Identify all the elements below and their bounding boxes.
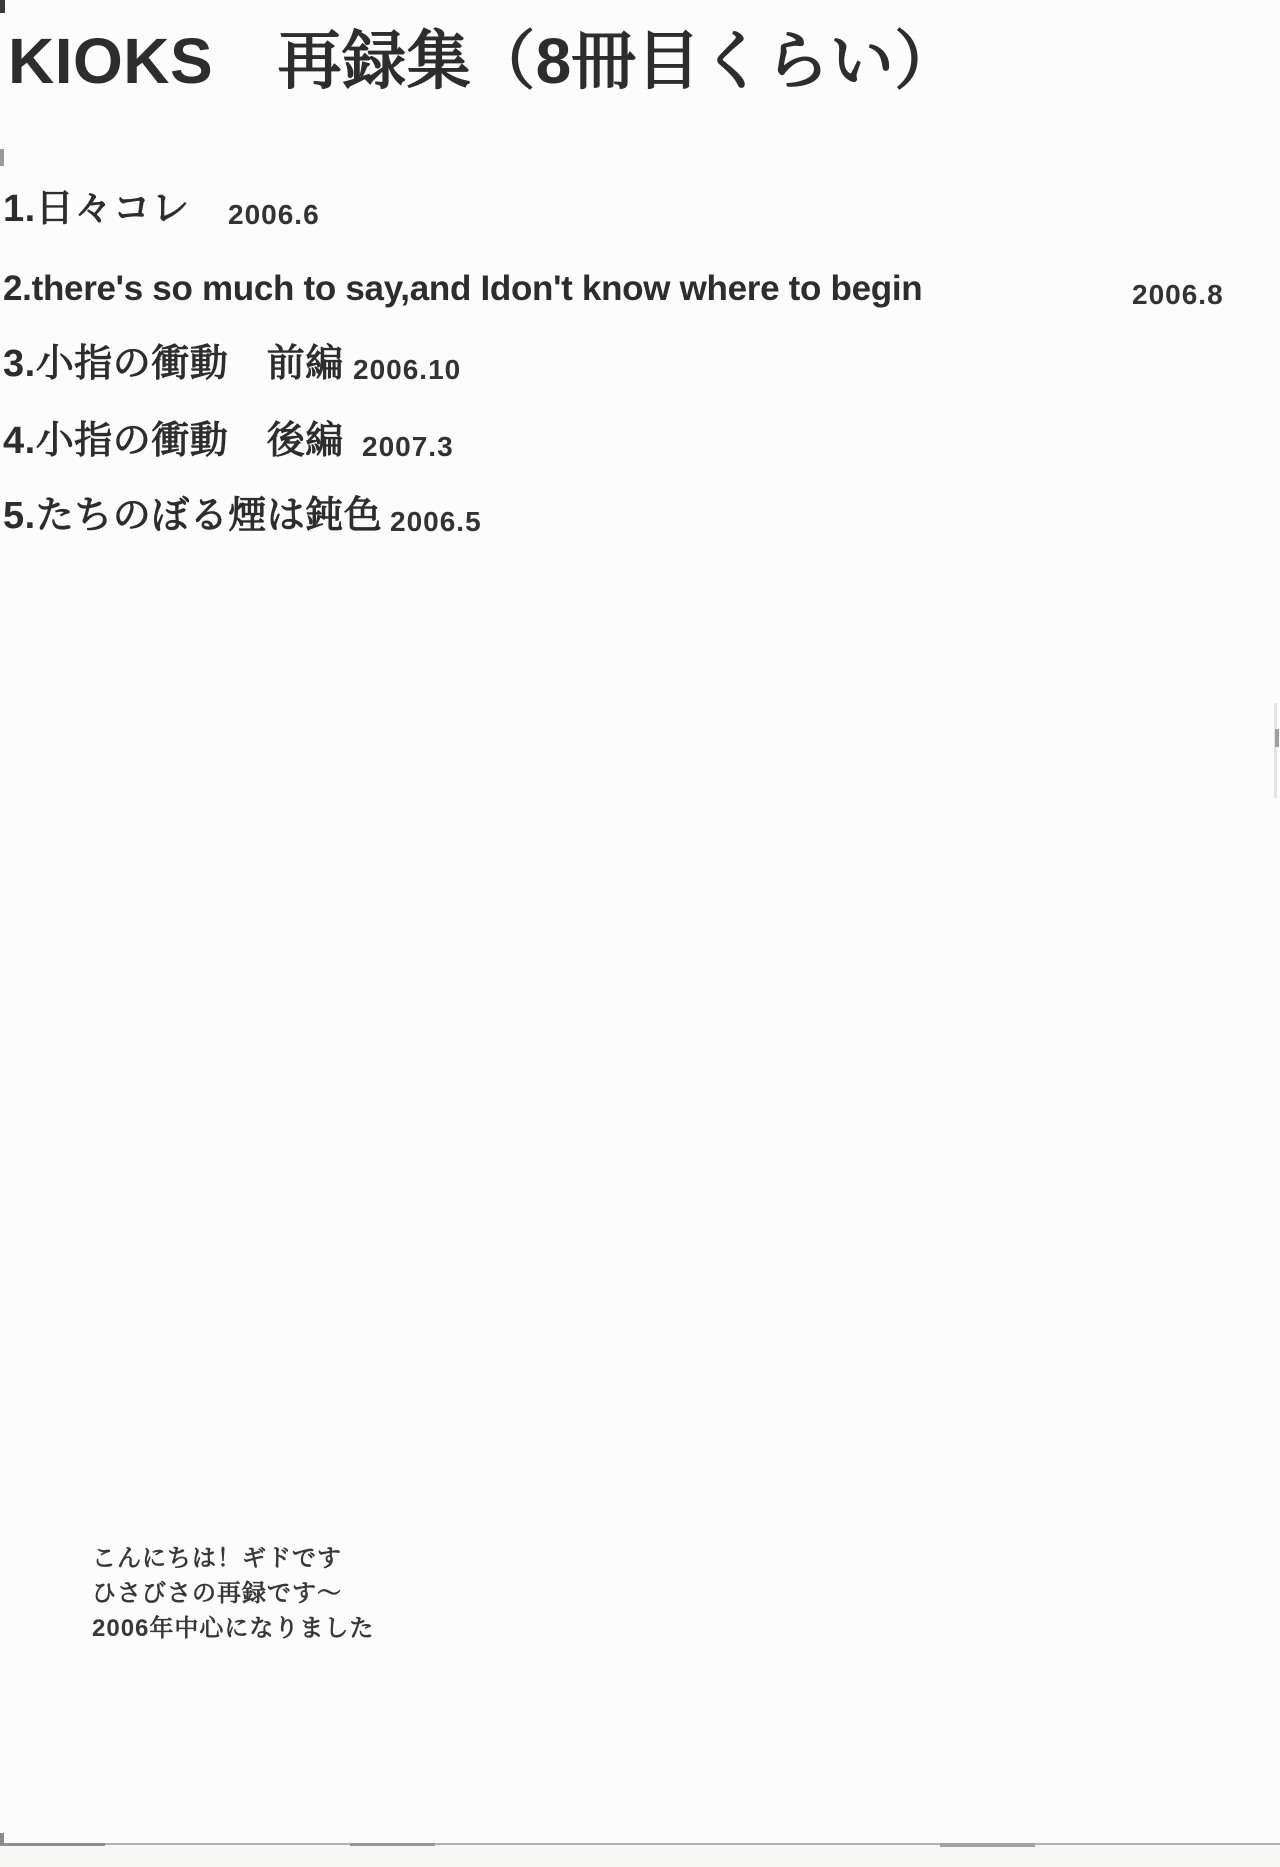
author-note-line: こんにちは！ギドです [92, 1545, 342, 1572]
author-note-line: 2006年中心になりました [92, 1615, 375, 1642]
toc-entry-title: 5.たちのぼる煙は鈍色 [3, 495, 383, 537]
toc-entry-date: 2006.10 [353, 354, 462, 385]
toc-entry-5 [3, 493, 1273, 539]
toc-entry-title: 2.there's so much to say,and Idon't know where to begin [3, 269, 923, 308]
toc-entry-date: 2007.3 [362, 431, 454, 462]
author-note-line: ひさびさの再録です～ [92, 1580, 342, 1607]
toc-entry-title: 1.日々コレ [3, 188, 190, 230]
scan-artifact-bottom-smudge [0, 1843, 105, 1846]
scan-artifact-right-edge-mark [1275, 729, 1279, 747]
scan-artifact-top-left-mark [0, 0, 5, 13]
scan-artifact-bottom-smudge [350, 1843, 435, 1846]
scan-artifact-bottom-smudge [940, 1843, 1035, 1847]
toc-entry-date: 2006.8 [1132, 279, 1224, 310]
scan-artifact-left-edge-tick [0, 149, 4, 166]
toc-entry-1 [3, 186, 1273, 232]
toc-entry-date: 2006.5 [390, 506, 482, 537]
scan-artifact-bottom-left-mark [0, 1833, 4, 1845]
toc-entry-title: 4.小指の衝動 後編 [3, 420, 344, 462]
scan-artifact-bottom-band [0, 1845, 1280, 1867]
toc-entry-3 [3, 341, 1273, 387]
toc-entry-4 [3, 418, 1273, 464]
page-title: KIOKS 再録集（8冊目くらい） [8, 25, 959, 97]
toc-entry-date: 2006.6 [228, 199, 320, 230]
scan-artifact-right-edge-sliver [1274, 703, 1277, 798]
toc-entry-2 [3, 266, 1273, 312]
toc-entry-title: 3.小指の衝動 前編 [3, 343, 344, 385]
scan-artifact-bottom-line [0, 1843, 1280, 1845]
author-note [92, 1541, 374, 1646]
